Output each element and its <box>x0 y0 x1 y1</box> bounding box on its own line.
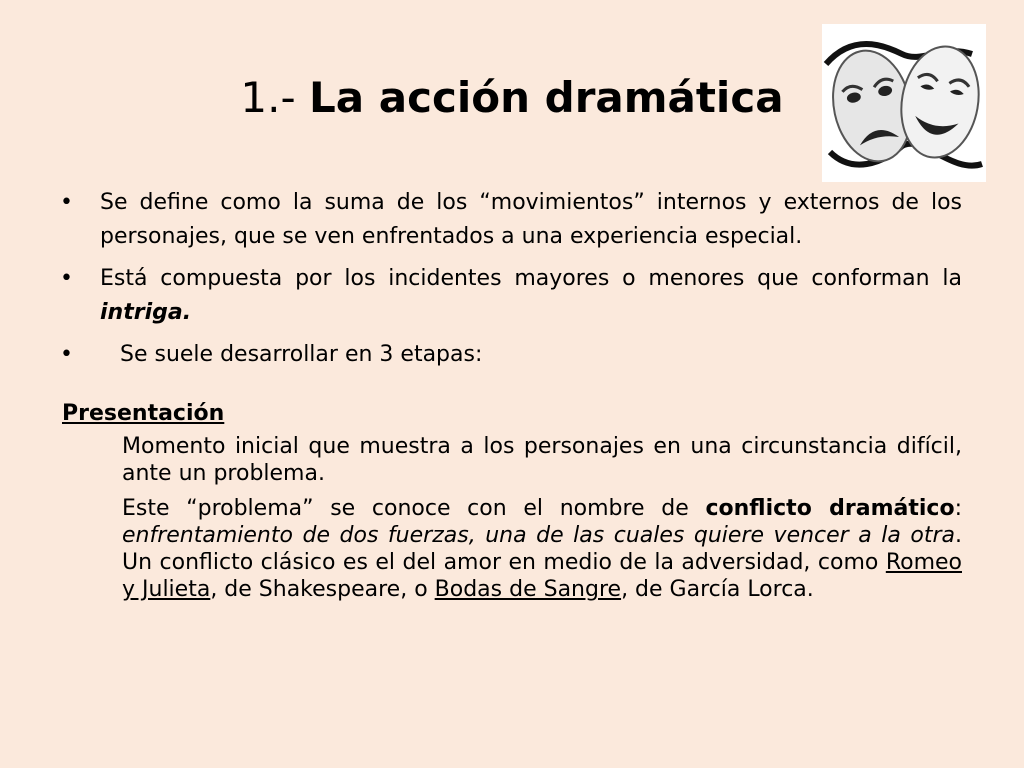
title-number: 1.- <box>240 73 309 122</box>
bullet-item <box>60 262 962 330</box>
text-run: , de Shakespeare, o <box>210 577 435 602</box>
paragraph <box>122 495 962 603</box>
bold-term: conflicto dramático <box>705 496 955 521</box>
italic-definition: enfrentamiento de dos fuerzas, una de las cuales quiere vencer a la otra <box>122 523 955 548</box>
text-run: . Un conflicto clásico es el del amor en medio de la adversidad, como <box>122 523 962 575</box>
section-title: Presentación <box>62 401 225 426</box>
bullet-text: Está compuesta por los incidentes mayores o menores que conforman la <box>100 266 962 291</box>
theater-masks-icon <box>822 24 986 182</box>
paragraph: Momento inicial que muestra a los personajes en una circunstancia difícil, ante un problema. <box>122 434 962 486</box>
bullet-list <box>60 186 962 380</box>
work-title-romeo: Romeo y Julieta <box>122 550 962 602</box>
bullet-emphasis: intriga. <box>100 300 192 325</box>
text-run: : <box>954 496 963 521</box>
bullet-text: Se suele desarrollar en 3 etapas: <box>120 342 483 367</box>
title-text: La acción dramática <box>309 73 784 122</box>
bullet-text: Se define como la suma de los “movimientos” internos y externos de los personajes, que se ven enfrentados a una experiencia especial. <box>100 190 962 249</box>
bullet-marker: • <box>60 342 73 367</box>
bullet-item <box>60 338 962 372</box>
text-run: , de García Lorca. <box>621 577 814 602</box>
bullet-marker: • <box>60 266 73 291</box>
bullet-item <box>60 186 962 254</box>
work-title-bodas: Bodas de Sangre <box>434 577 622 602</box>
bullet-marker: • <box>60 190 73 215</box>
presentation-section <box>62 400 962 611</box>
text-run: Este “problema” se conoce con el nombre de <box>122 496 706 521</box>
